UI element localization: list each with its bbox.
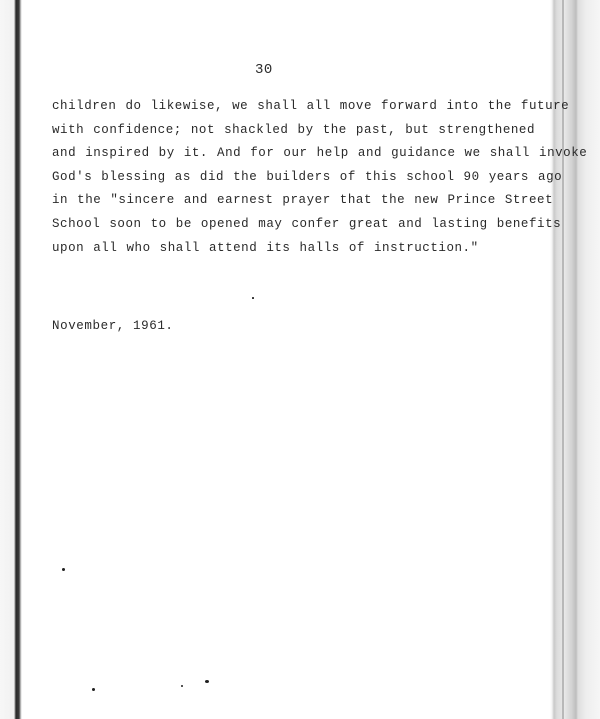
document-page: [22, 0, 588, 719]
body-paragraph: [52, 95, 587, 260]
text-line: and inspired by it. And for our help and guidance we shall invoke: [52, 146, 588, 161]
text-line: in the "sincere and earnest prayer that the new Prince Street: [52, 193, 554, 208]
scan-speck: [181, 685, 183, 687]
page-number: 30: [255, 62, 273, 78]
text-line: upon all who shall attend its halls of instruction.": [52, 240, 479, 255]
scan-speck: [252, 297, 254, 299]
scan-speck: [62, 568, 65, 571]
text-line: with confidence; not shackled by the past, but strengthened: [52, 122, 536, 137]
scan-left-edge: [0, 0, 22, 719]
scan-speck: [92, 688, 95, 691]
scan-speck: [205, 680, 209, 683]
text-line: God's blessing as did the builders of this school 90 years ago: [52, 169, 563, 184]
date-line: November, 1961.: [52, 319, 174, 333]
text-line: children do likewise, we shall all move forward into the future: [52, 99, 570, 113]
text-line: School soon to be opened may confer great and lasting benefits: [52, 216, 562, 231]
